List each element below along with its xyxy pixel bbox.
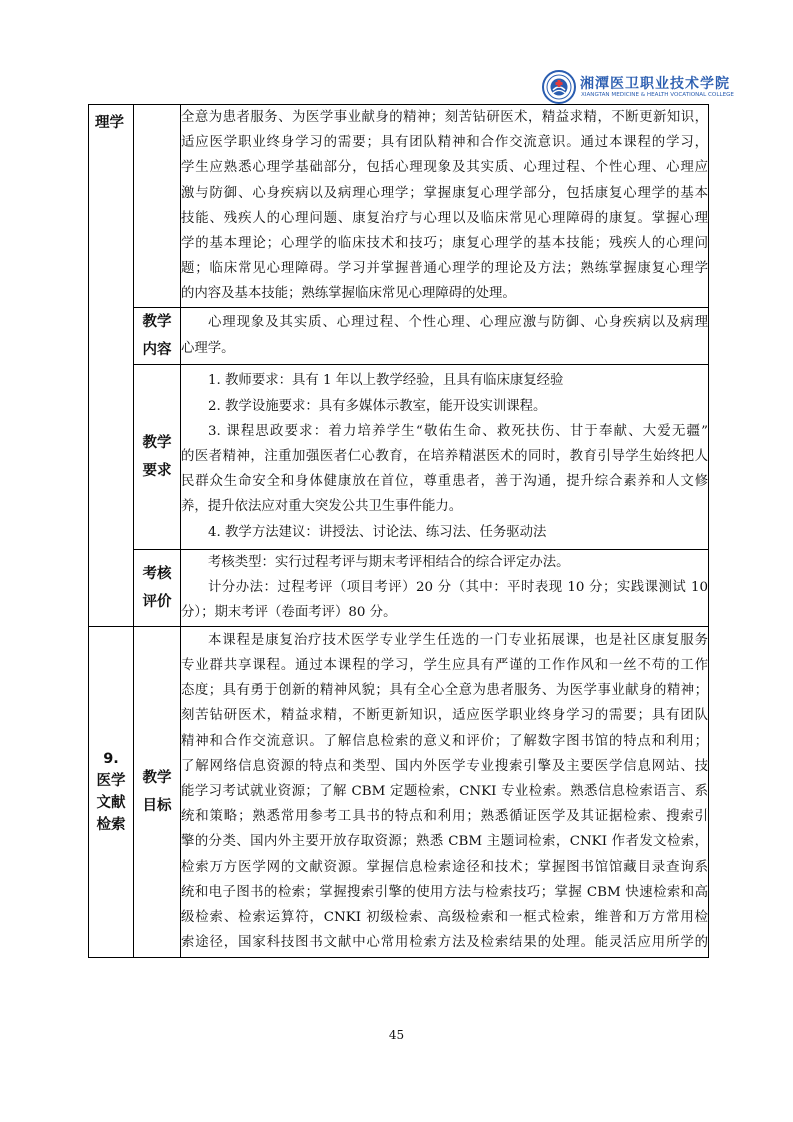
text-line: 激与防御、心身疾病以及病理心理学；掌握康复心理学部分，包括康复心理学的基本 (181, 185, 708, 201)
course-number: 9. (103, 750, 119, 767)
section-label: 教学 (142, 769, 172, 786)
text-line: 学生应熟悉心理学基础部分，包括心理现象及其实质、心理过程、个性心理、心理应 (181, 160, 708, 176)
text-line: 的医者精神，注重加强医者仁心教育，在培养精湛医术的同时，教育引导学生始终把人 (181, 449, 708, 465)
text-line: 3. 课程思政要求：着力培养学生“敬佑生命、救死扶伤、甘于奉献、大爱无疆” (208, 423, 708, 439)
table-row (89, 307, 709, 364)
text-line: 统和电子图书的检索；掌握搜索引擎的使用方法与检索技巧；掌握 CBM 快速检索和高 (181, 884, 708, 900)
text-line: 心理现象及其实质、心理过程、个性心理、心理应激与防御、心身疾病以及病理 (208, 315, 708, 331)
section-label-cell (134, 105, 181, 308)
text-line: 擎的分类、国内外主要开放存取资源；熟悉 CBM 主题词检索，CNKI 作者发文检索， (181, 834, 708, 850)
teaching-requirements-text (181, 364, 709, 549)
text-line: 了解网络信息资源的特点和类型、国内外医学专业搜索引擎及主要医学信息网站、技 (181, 758, 708, 774)
logo-english-name: XIANGTAN MEDICINE & HEALTH VOCATIONAL COLLEGE (581, 92, 734, 98)
text-line: 4. 教学方法建议：讲授法、讨论法、练习法、任务驱动法 (208, 524, 547, 540)
section-label: 目标 (142, 797, 172, 814)
text-line: 统和策略；熟悉常用参考工具书的特点和利用；熟悉循证医学及其证据检索、搜索引 (181, 809, 708, 825)
course-name: 医学 (96, 772, 126, 789)
section-label: 考核 (142, 565, 172, 582)
text-line: 索途径，国家科技图书文献中心常用检索方法及检索结果的处理。能灵活应用所学的 (181, 935, 708, 951)
college-logo (542, 70, 742, 106)
section-label: 教学 (142, 434, 172, 451)
table-row (89, 626, 709, 957)
text-line: 全意为患者服务、为医学事业献身的精神；刻苦钻研医术，精益求精，不断更新知识， (181, 110, 708, 125)
text-line: 考核类型：实行过程考评与期末考评相结合的综合评定办法。 (208, 554, 570, 570)
section-label: 内容 (142, 341, 172, 358)
text-line: 1. 教师要求：具有 1 年以上教学经验，且具有临床康复经验 (208, 373, 564, 389)
course-name-cell (89, 626, 134, 957)
text-line: 级检索、检索运算符，CNKI 初级检索、高级检索和一框式检索，维普和万方常用检 (181, 910, 708, 926)
text-line: 心理学。 (181, 340, 235, 356)
table-row (89, 105, 709, 308)
text-line: 适应医学职业终身学习的需要；具有团队精神和合作交流意识。通过本课程的学习， (181, 135, 708, 151)
section-label-cell (134, 364, 181, 549)
page-number: 45 (388, 1028, 405, 1042)
section-label: 评价 (142, 593, 172, 610)
text-line: 分）；期末考评（卷面考评）80 分。 (181, 605, 397, 621)
text-line: 养，提升依法应对重大突发公共卫生事件能力。 (181, 499, 463, 515)
text-line: 题；临床常见心理障碍。学习并掌握普通心理学的理论及方法；熟练掌握康复心理学 (181, 261, 708, 277)
text-line: 检索万方医学网的文献资源。掌握信息检索途径和技术；掌握图书馆馆藏目录查询系 (181, 859, 708, 875)
text-line: 本课程是康复治疗技术医学专业学生任选的一门专业拓展课，也是社区康复服务 (208, 632, 708, 648)
text-line: 技能、残疾人的心理问题、康复治疗与心理以及临床常见心理障碍的康复。掌握心理 (181, 210, 708, 226)
section-label-cell (134, 307, 181, 364)
section-label: 要求 (142, 462, 172, 479)
course-name-cell (89, 105, 134, 627)
section-label: 教学 (142, 313, 172, 330)
text-line: 民群众生命安全和身体健康放在首位，尊重患者，善于沟通，提升综合素养和人文修 (181, 474, 708, 490)
table-row (89, 364, 709, 549)
text-line: 态度；具有勇于创新的精神风貌；具有全心全意为患者服务、为医学事业献身的精神； (181, 683, 708, 699)
assessment-text (181, 549, 709, 626)
teaching-goal-text (181, 626, 709, 957)
text-line: 专业群共享课程。通过本课程的学习，学生应具有严谨的工作作风和一丝不苟的工作 (181, 658, 708, 673)
text-line: 能学习考试就业资源；了解 CBM 定题检索，CNKI 专业检索。熟悉信息检索语言、系 (181, 784, 708, 800)
section-label-cell (134, 626, 181, 957)
course-name: 文献 (96, 794, 126, 811)
course-name: 理学 (95, 115, 124, 131)
text-line: 2. 教学设施要求：具有多媒体示教室，能开设实训课程。 (208, 398, 547, 414)
curriculum-table (88, 104, 709, 958)
table-row (89, 549, 709, 626)
text-line: 学的基本理论；心理学的临床技术和技巧；康复心理学的基本技能；残疾人的心理问 (181, 236, 708, 252)
text-line: 计分办法：过程考评（项目考评）20 分（其中：平时表现 10 分；实践课测试 10 (208, 580, 708, 596)
teaching-goal-text (181, 105, 709, 308)
section-label-cell (134, 549, 181, 626)
teaching-content-text (181, 307, 709, 364)
logo-chinese-name: 湘潭医卫职业技术学院 (580, 76, 730, 92)
text-line: 刻苦钻研医术，精益求精，不断更新知识，适应医学职业终身学习的需要；具有团队 (181, 708, 708, 724)
course-name: 检索 (96, 816, 126, 833)
text-line: 的内容及基本技能；熟练掌握临床常见心理障碍的处理。 (181, 286, 516, 302)
college-emblem-icon (542, 70, 576, 104)
text-line: 精神和合作交流意识。了解信息检索的意义和评价；了解数字图书馆的特点和利用； (181, 733, 708, 749)
